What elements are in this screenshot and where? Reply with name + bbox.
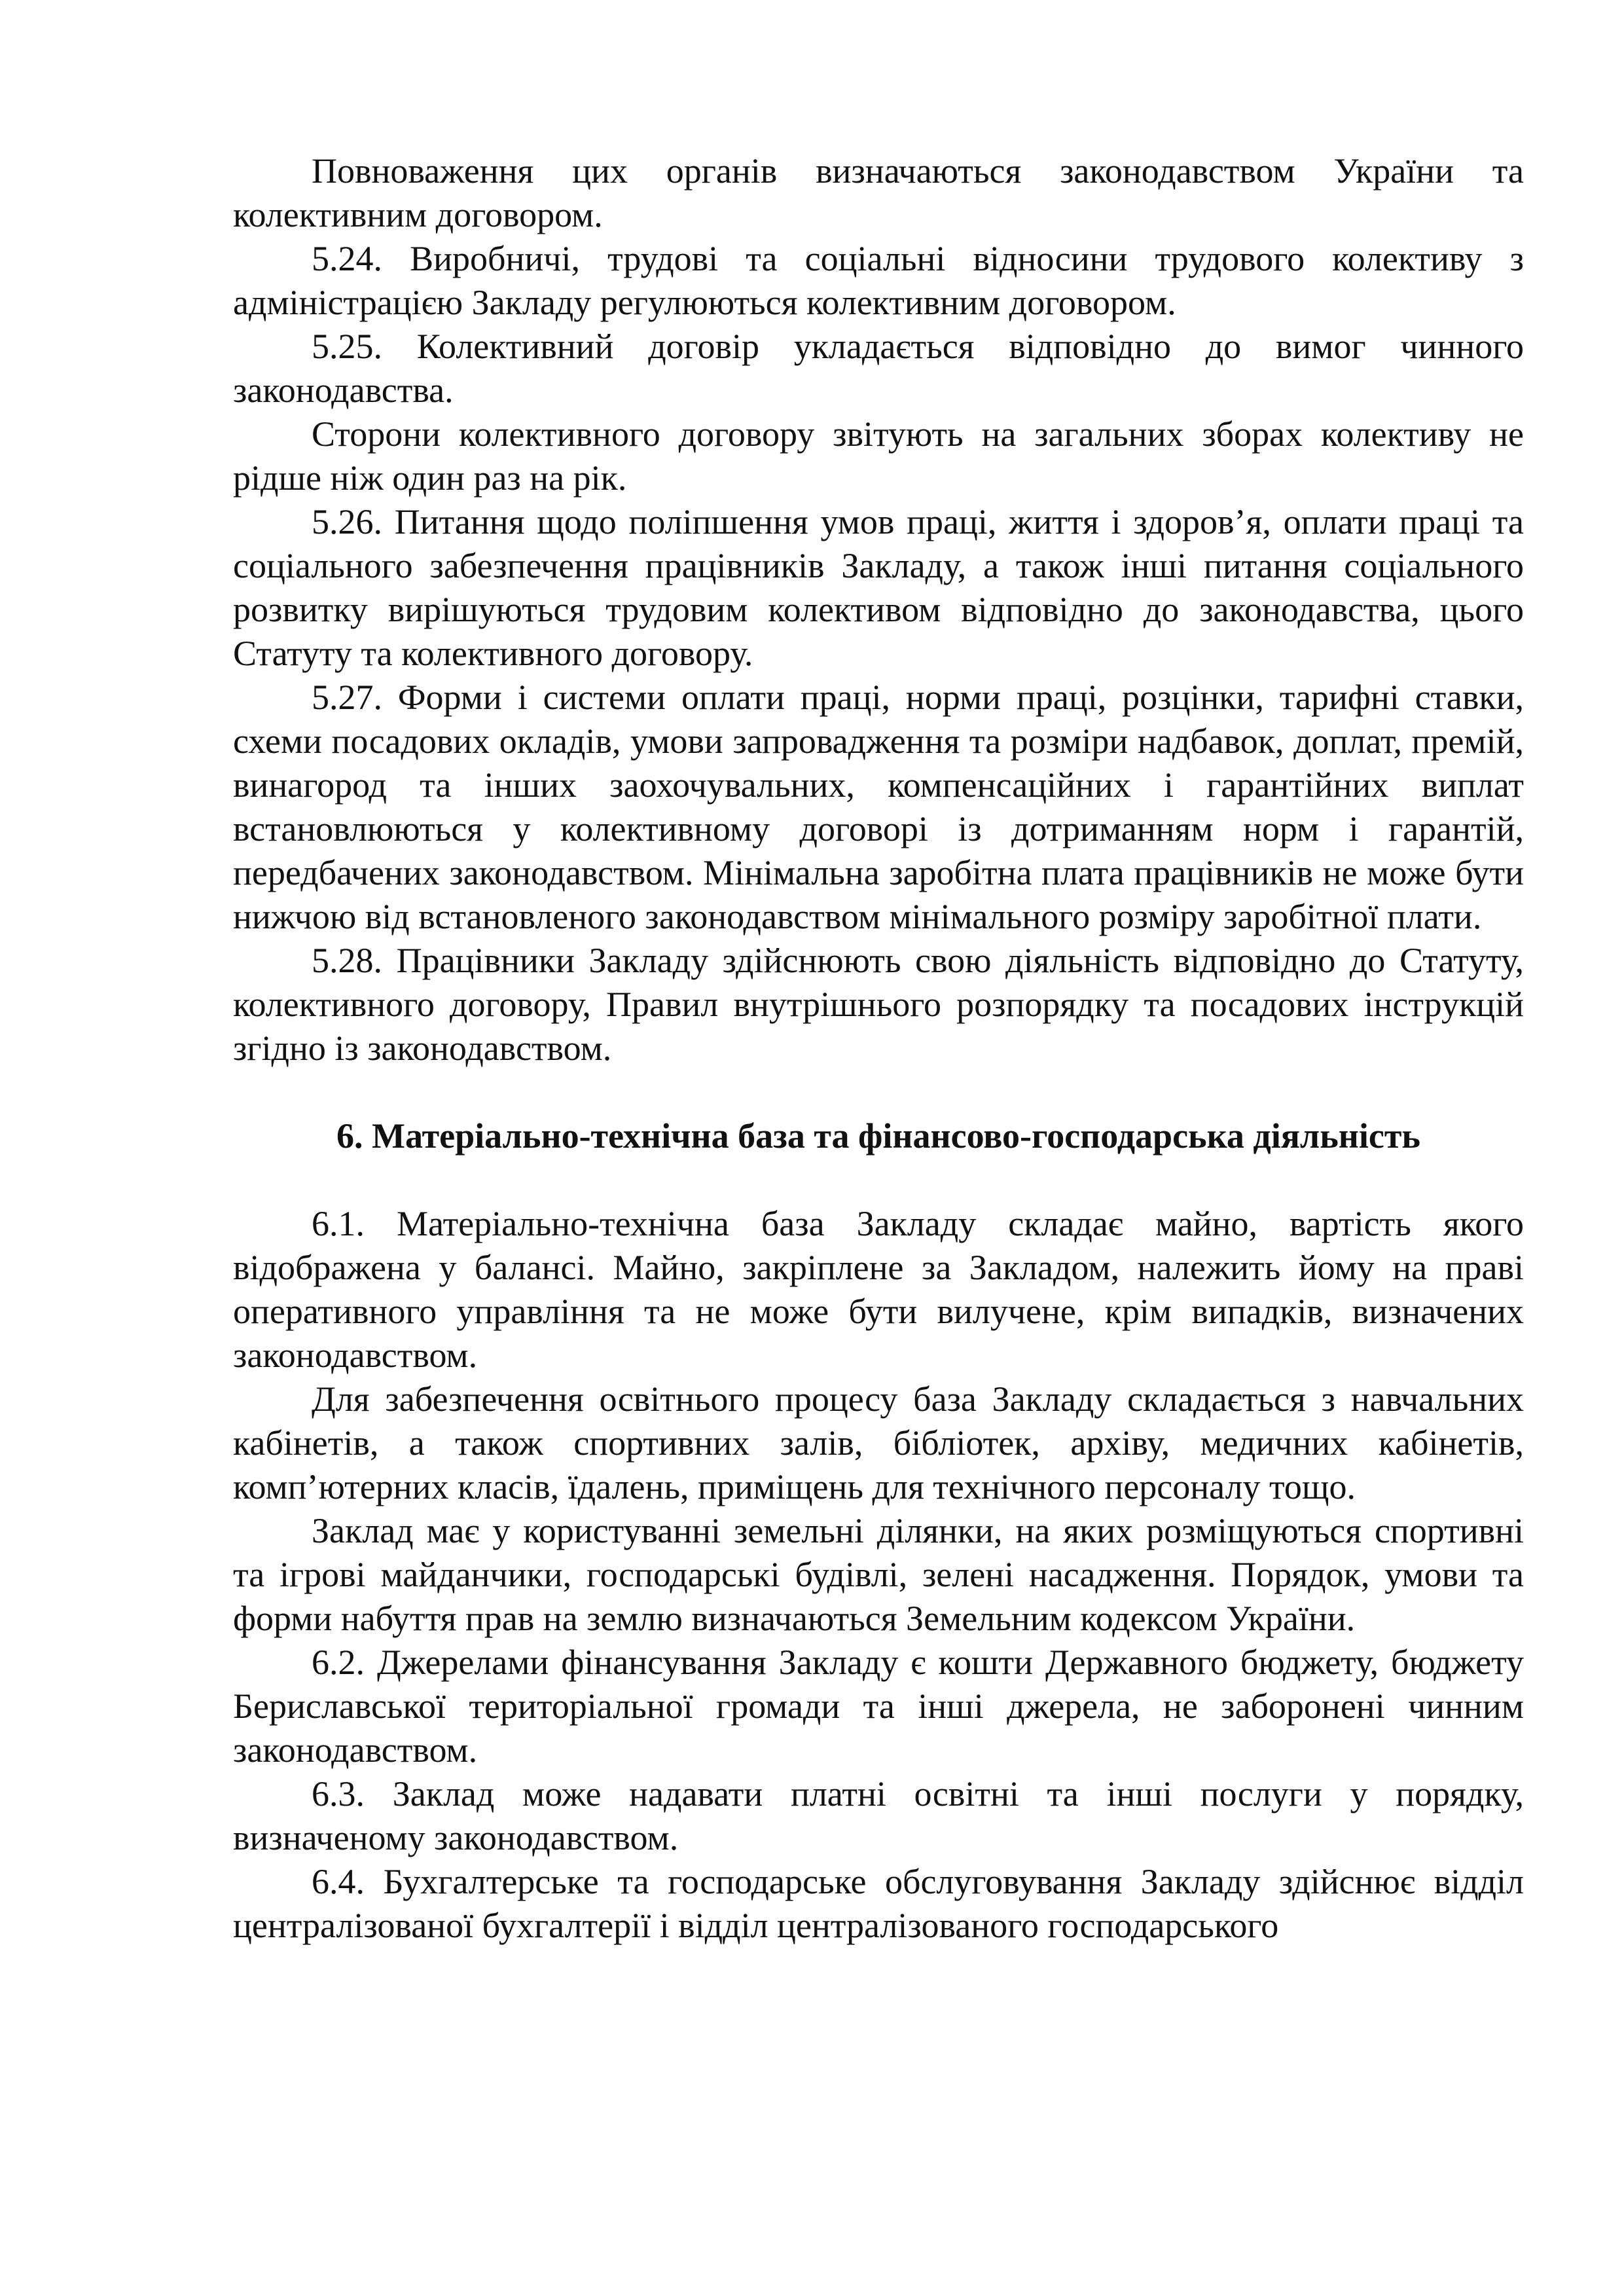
paragraph-5-26: 5.26. Питання щодо поліпшення умов праці, життя і здоров’я, оплати праці та соціального забезпечення працівників Закладу, а також інші питання соціального розвитку вирішуються трудовим колективом відповідно до законодавства, цього Статуту та колективного договору. xyxy=(233,502,1524,673)
section-heading-6: 6. Матеріально-технічна база та фінансово-господарська діяльність xyxy=(336,1116,1420,1156)
paragraph-6-3: 6.3. Заклад може надавати платні освітні та інші послуги у порядку, визначеному законодавством. xyxy=(233,1774,1524,1857)
paragraph-6-2: 6.2. Джерелами фінансування Закладу є кошти Державного бюджету, бюджету Бериславської територіальної громади та інші джерела, не заборонені чинним законодавством. xyxy=(233,1643,1524,1770)
document-body xyxy=(233,149,1524,1948)
paragraph-5-27: 5.27. Форми і системи оплати праці, норми праці, розцінки, тарифні ставки, схеми посадових окладів, умови запровадження та розміри надбавок, доплат, премій, винагород та інших заохочувальних, компенсаційних і гарантійних виплат встановлюються у колективному договорі із дотриманням норм і гарантій, передбачених законодавством. Мінімальна заробітна плата працівників не може бути нижчою від встановленого законодавством мінімального розміру заробітної плати. xyxy=(233,678,1524,936)
paragraph-land-plots: Заклад має у користуванні земельні ділянки, на яких розміщуються спортивні та ігрові майданчики, господарські будівлі, зелені насадження. Порядок, умови та форми набуття прав на землю визначаються Земельним кодексом України. xyxy=(233,1511,1524,1638)
paragraph-6-4: 6.4. Бухгалтерське та господарське обслуговування Закладу здійснює відділ централізованої бухгалтерії і відділ централізованого господарського xyxy=(233,1862,1524,1945)
paragraph-parties-report: Сторони колективного договору звітують на загальних зборах колективу не рідше ніж один раз на рік. xyxy=(233,414,1524,498)
paragraph-5-25: 5.25. Колективний договір укладається відповідно до вимог чинного законодавства. xyxy=(233,327,1524,410)
paragraph-6-1: 6.1. Матеріально-технічна база Закладу складає майно, вартість якого відображена у балансі. Майно, закріплене за Закладом, належить йому на праві оперативного управління та не може бути вилучене, крім випадків, визначених законодавством. xyxy=(233,1204,1524,1375)
paragraph-5-28: 5.28. Працівники Закладу здійснюють свою діяльність відповідно до Статуту, колективного договору, Правил внутрішнього розпорядку та посадових інструкцій згідно із законодавством. xyxy=(233,941,1524,1068)
paragraph-5-24: 5.24. Виробничі, трудові та соціальні відносини трудового колективу з адміністрацією Закладу регулюються колективним договором. xyxy=(233,239,1524,322)
paragraph-authority-powers: Повноваження цих органів визначаються законодавством України та колективним договором. xyxy=(233,151,1524,234)
paragraph-educational-base: Для забезпечення освітнього процесу база Закладу складається з навчальних кабінетів, а також спортивних залів, бібліотек, архіву, медичних кабінетів, комп’ютерних класів, їдалень, приміщень для технічного персоналу тощо. xyxy=(233,1379,1524,1506)
